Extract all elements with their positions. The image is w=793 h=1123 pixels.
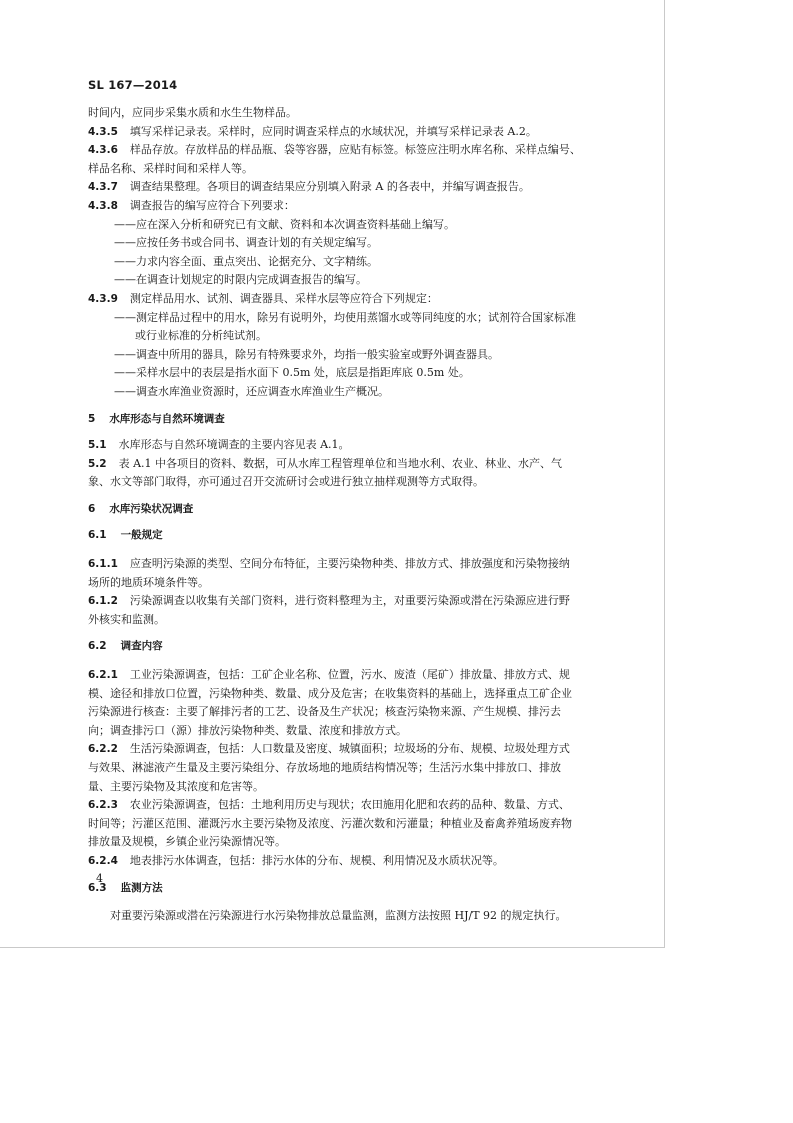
clause-number: 4.3.8 [88, 199, 118, 212]
subsection-heading-6-1 [88, 526, 608, 545]
clause-6-1-2-cont: 外核实和监测。 [88, 612, 165, 626]
clause-6-2-2-line: 量、主要污染物及其浓度和危害等。 [88, 779, 264, 793]
clause-text: 表 A.1 中各项目的资料、数据，可从水库工程管理单位和当地水利、农业、林业、水产、气 [118, 456, 563, 470]
list-item: ——应在深入分析和研究已有文献、资料和本次调查资料基础上编写。 [114, 217, 455, 231]
section-number: 6.3 [88, 881, 107, 894]
section-heading-5 [88, 410, 608, 429]
clause-number: 6.2.2 [88, 743, 118, 756]
clause-text: 测定样品用水、试剂、调查器具、采样水层等应符合下列规定： [129, 291, 438, 305]
section-title: 监测方法 [120, 881, 163, 894]
clause-text: 调查结果整理。各项目的调查结果应分别填入附录 A 的各表中，并编写调查报告。 [129, 180, 530, 194]
section-number: 6.1 [88, 529, 107, 542]
clause-number: 5.2 [88, 457, 107, 470]
list-item: ——应按任务书或合同书、调查计划的有关规定编写。 [114, 236, 378, 250]
section-heading-6 [88, 500, 608, 519]
page-edge-bottom [0, 947, 665, 948]
list-item: ——调查水库渔业资源时，还应调查水库渔业生产概况。 [114, 384, 389, 398]
list-item: ——力求内容全面、重点突出、论据充分、文字精练。 [114, 254, 378, 268]
clause-6-1-1 [88, 555, 608, 574]
clause-4-3-7 [88, 178, 608, 197]
section-number: 6.2 [88, 640, 107, 653]
clause-4-3-8 [88, 197, 608, 216]
clause-6-1-2 [88, 592, 608, 611]
clause-number: 6.1.2 [88, 595, 118, 608]
clause-text: 应查明污染源的类型、空间分布特征，主要污染物种类、排放方式、排放强度和污染物接纳 [129, 557, 570, 571]
subsection-heading-6-2 [88, 637, 608, 656]
section-title: 调查内容 [120, 640, 163, 653]
clause-number: 4.3.6 [88, 144, 118, 157]
clause-number: 4.3.9 [88, 292, 118, 305]
list-item: ——调查中所用的器具，除另有特殊要求外，均指一般实验室或野外调查器具。 [114, 347, 499, 361]
clause-4-3-5 [88, 123, 608, 142]
clause-number: 4.3.5 [88, 125, 118, 138]
clause-text: 水库形态与自然环境调查的主要内容见表 A.1。 [118, 438, 350, 452]
page-number: 4 [96, 872, 103, 885]
list-item: ——在调查计划规定的时限内完成调查报告的编写。 [114, 273, 367, 287]
clause-text: 调查报告的编写应符合下列要求： [129, 198, 295, 212]
clause-6-2-3 [88, 796, 608, 815]
list-item: ——采样水层中的表层是指水面下 0.5m 处，底层是指距库底 0.5m 处。 [114, 366, 470, 380]
clause-6-2-3-line: 时间等；污灌区范围、灌溉污水主要污染物及浓度、污灌次数和污灌量；种植业及畜禽养殖场废弃物 [88, 816, 572, 830]
clause-4-3-9 [88, 290, 608, 309]
section-number: 6 [88, 502, 96, 515]
clause-6-2-3-line: 排放量及规模，乡镇企业污染源情况等。 [88, 835, 286, 849]
clause-6-1-1-cont: 场所的地质环境条件等。 [88, 575, 209, 589]
clause-text: 农业污染源调查，包括：土地利用历史与现状；农田施用化肥和农药的品种、数量、方式、 [129, 798, 570, 812]
list-item: ——测定样品过程中的用水，除另有说明外，均使用蒸馏水或等同纯度的水；试剂符合国家标准 [114, 310, 576, 324]
clause-6-2-1 [88, 666, 608, 685]
clause-text: 样品存放。存放样品的样品瓶、袋等容器，应贴有标签。标签应注明水库名称、采样点编号、 [129, 143, 581, 157]
clause-text: 地表排污水体调查，包括：排污水体的分布、规模、利用情况及水质状况等。 [129, 853, 504, 867]
clause-text: 生活污染源调查，包括：人口数量及密度、城镇面积；垃圾场的分布、规模、垃圾处理方式 [129, 742, 570, 756]
standard-code-header: SL 167—2014 [88, 78, 178, 92]
paragraph-4-3-4-continuation: 时间内，应同步采集水质和水生生物样品。 [88, 106, 297, 119]
clause-number: 6.2.3 [88, 799, 118, 812]
document-body [88, 104, 608, 926]
clause-5-2-cont: 象、水文等部门取得，亦可通过召开交流研讨会或进行独立抽样观测等方式取得。 [88, 475, 484, 489]
page-edge-right [664, 0, 665, 948]
clause-text: 填写采样记录表。采样时，应同时调查采样点的水域状况，并填写采样记录表 A.2。 [129, 124, 537, 138]
clause-text: 工业污染源调查，包括：工矿企业名称、位置，污水、废渣（尾矿）排放量、排放方式、规 [129, 668, 570, 682]
clause-6-2-1-line: 模、途径和排放口位置，污染物种类、数量、成分及危害；在收集资料的基础上，选择重点工矿企业 [88, 686, 572, 700]
clause-6-2-1-line: 向；调查排污口（源）排放污染物种类、数量、浓度和排放方式。 [88, 723, 407, 737]
section-number: 5 [88, 412, 96, 425]
section-title: 一般规定 [120, 529, 163, 542]
clause-number: 6.2.1 [88, 669, 118, 682]
clause-6-2-2-line: 与效果、淋滤液产生量及主要污染组分、存放场地的地质结构情况等；生活污水集中排放口、排放 [88, 761, 561, 774]
clause-4-3-6 [88, 141, 608, 160]
clause-6-2-4 [88, 852, 608, 871]
list-item-cont: 或行业标准的分析纯试剂。 [135, 329, 267, 343]
clause-text: 污染源调查以收集有关部门资料，进行资料整理为主，对重要污染源或潜在污染源应进行野 [129, 594, 570, 608]
clause-number: 6.1.1 [88, 558, 118, 571]
clause-5-1 [88, 436, 608, 455]
clause-number: 5.1 [88, 439, 107, 452]
paragraph-6-3: 对重要污染源或潜在污染源进行水污染物排放总量监测，监测方法按照 HJ/T 92 的规定执行。 [110, 909, 567, 923]
subsection-heading-6-3 [88, 879, 608, 898]
section-title: 水库污染状况调查 [109, 502, 194, 515]
clause-5-2 [88, 455, 608, 474]
clause-6-2-1-line: 污染源进行核查：主要了解排污者的工艺、设备及生产状况；核查污染物来源、产生规模、排污去 [88, 705, 561, 719]
clause-6-2-2 [88, 740, 608, 759]
clause-number: 6.2.4 [88, 854, 118, 867]
clause-4-3-6-cont: 样品名称、采样时间和采样人等。 [88, 161, 253, 175]
section-title: 水库形态与自然环境调查 [109, 412, 225, 425]
clause-number: 4.3.7 [88, 181, 118, 194]
